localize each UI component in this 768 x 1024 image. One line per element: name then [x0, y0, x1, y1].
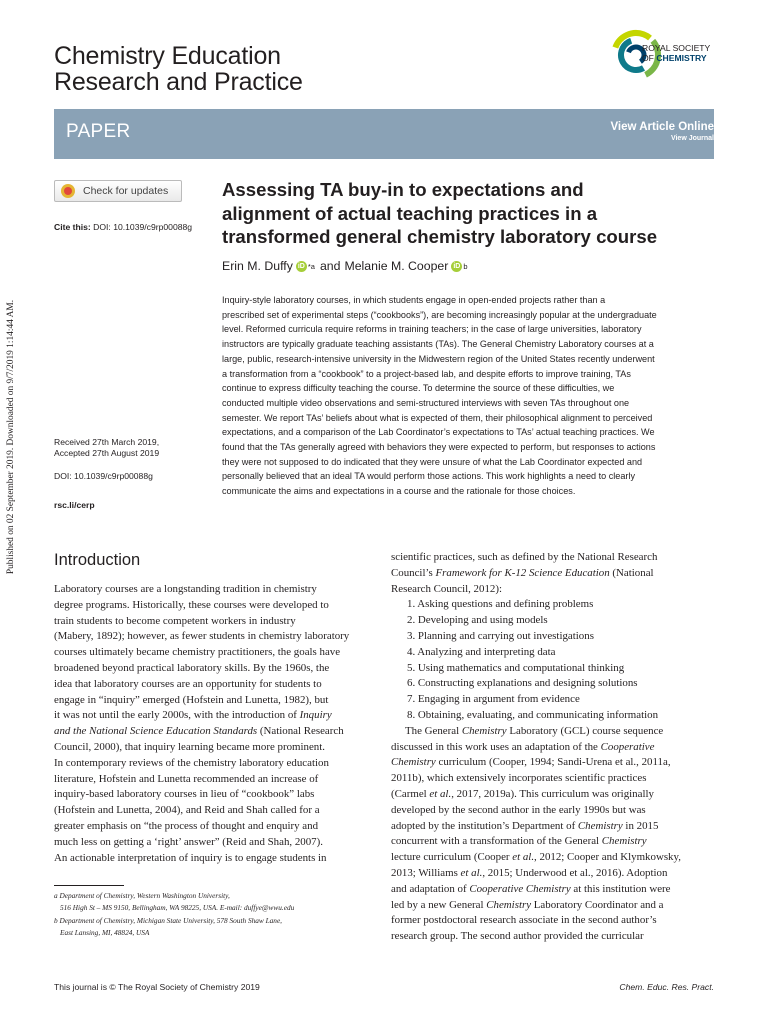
body-line: much less on getting a ‘right’ answer” (Reid and Shah, 2007). — [54, 835, 323, 848]
body-line: and the National Science Education Standards (National Research — [54, 725, 344, 738]
affiliations — [54, 890, 376, 939]
body-line: former postdoctoral research associate in the second author’s — [391, 914, 657, 927]
body-line: Council’s Framework for K-12 Science Education (National — [391, 566, 654, 579]
body-line: Research Council, 2012): — [391, 582, 502, 595]
abstract-line: communicate the aims and expectations in a course and the rationale for those choices. — [222, 486, 576, 497]
scientific-practices-list — [391, 597, 713, 723]
body-line: research group. The second author provided the curricular — [391, 930, 644, 943]
practice-item: 3. Planning and carrying out investigations — [407, 629, 594, 642]
rsc-logo-line2: OF CHEMISTRY — [642, 52, 707, 63]
body-line: (Mabery, 1892); however, as fewer students in chemistry laboratory — [54, 630, 350, 643]
article-dates — [54, 437, 159, 459]
check-for-updates-button[interactable] — [54, 180, 182, 202]
download-stamp — [3, 284, 19, 590]
rsc-logo-text — [642, 44, 710, 63]
body-line: broadened beyond practical laboratory skills. By the 1960s, the — [54, 661, 330, 674]
gcl-paragraph — [391, 724, 713, 945]
practice-item: 4. Analyzing and interpreting data — [407, 645, 556, 658]
author-duffy-affiliation: *a — [307, 261, 315, 271]
cite-this-label: Cite this: — [54, 222, 91, 232]
body-line: literature, Hofstein and Lunetta recommended an increase of — [54, 772, 319, 785]
body-line: The General Chemistry Laboratory (GCL) course sequence — [405, 724, 664, 737]
footnote-rule — [54, 885, 124, 886]
body-line: developed by the second author in the early 1990s but was — [391, 803, 646, 816]
abstract-line: continue to express difficulty teaching the course. To determine the source of these difficulties, we — [222, 383, 615, 394]
body-line: idea that laboratory courses are an opportunity for students to — [54, 677, 322, 690]
body-column-left — [54, 582, 376, 866]
body-line: Laboratory courses are a longstanding tradition in chemistry — [54, 583, 317, 595]
abstract-line: prescribed set of experimental steps (“cookbooks”), are becoming increasingly popular at the undergraduate — [222, 309, 657, 320]
body-line: (Carmel et al., 2017, 2019a). This curriculum was originally — [391, 787, 654, 800]
author-duffy[interactable]: Erin M. Duffy — [222, 259, 293, 273]
affiliation-line: 516 High St – MS 9150, Bellingham, WA 98225, USA. E-mail: duffye@wwu.edu — [60, 903, 295, 913]
author-cooper-affiliation: b — [463, 261, 468, 271]
body-line: discussed in this work uses an adaptation of the Cooperative — [391, 740, 655, 753]
author-conjunction: and — [319, 259, 341, 273]
body-line: scientific practices, such as defined by the National Research — [391, 551, 658, 563]
article-type-label: PAPER — [66, 121, 131, 142]
affiliation-line: b Department of Chemistry, Michigan State University, 578 South Shaw Lane, — [54, 915, 283, 925]
practice-item: 6. Constructing explanations and designing solutions — [407, 677, 638, 690]
body-line: An actionable interpretation of inquiry is to engage students in — [54, 851, 327, 864]
view-article-online-link[interactable]: View Article Online — [610, 121, 714, 133]
view-journal-link[interactable]: View Journal — [670, 135, 714, 142]
body-line: lecture curriculum (Cooper et al., 2012; Cooper and Klymkowsky, — [391, 851, 681, 864]
practice-item: 7. Engaging in argument from evidence — [407, 693, 580, 706]
abstract-line: Inquiry-style laboratory courses, in which students engage in open-ended projects rather than a — [222, 295, 606, 305]
abstract-line: found that the TAs generally agreed with behaviors they were expected to perform, but responses to actions — [222, 442, 656, 453]
author-cooper[interactable]: Melanie M. Cooper — [344, 259, 449, 273]
check-updates-icon — [61, 184, 75, 198]
view-online-links — [610, 121, 714, 142]
cite-doi[interactable]: DOI: 10.1039/c9rp00088g — [93, 222, 193, 232]
journal-short-link[interactable]: rsc.li/cerp — [54, 500, 95, 510]
accepted-date: Accepted 27th August 2019 — [54, 448, 160, 458]
rsc-logo-line1: ROYAL SOCIETY — [642, 43, 711, 53]
abstract-line: a transformation from a “cookbook” to a project-based lab, and despite efforts to improve training, TAs — [222, 368, 631, 379]
footer-journal-abbrev: Chem. Educ. Res. Pract. — [619, 982, 714, 992]
footer-copyright: This journal is © The Royal Society of Chemistry 2019 — [54, 982, 260, 992]
body-line: concurrent with a transformation of the General Chemistry — [391, 835, 647, 848]
body-line: engage in “inquiry” emerged (Hofstein and Lunetta, 1982), but — [54, 693, 329, 706]
body-line: greater emphasis on “the process of thought and enquiry and — [54, 819, 319, 832]
abstract-line: they were not supposed to do indicated that they were unsure of what the Lab Coordinator expected and — [222, 456, 643, 467]
abstract-line: instructors are typically graduate teaching assistants (TAs). The General Chemistry Laboratory courses at a — [222, 339, 654, 350]
journal-title-line1: Chemistry Education — [54, 42, 281, 70]
body-line: (Hofstein and Lunetta, 2004), and Reid and Shah called for a — [54, 804, 320, 817]
download-stamp-text: Published on 02 September 2019. Downloaded on 9/7/2019 1:14:44 AM. — [6, 299, 16, 575]
journal-title[interactable] — [54, 43, 303, 95]
abstract — [222, 293, 714, 499]
abstract-line: semester. We report TAs’ beliefs about what is expected of them, their philosophical alignment to perceived — [222, 412, 653, 423]
body-line: it was not until the early 2000s, with the introduction of Inquiry — [54, 709, 332, 722]
practice-item: 8. Obtaining, evaluating, and communicating information — [407, 708, 659, 721]
abstract-line: personally believed that an ideal TA would perform those actions. This work highlights a need to clearly — [222, 471, 635, 482]
body-line: degree programs. Historically, these courses were developed to — [54, 598, 329, 611]
practices-intro — [391, 550, 713, 597]
body-line: and adaptation of Cooperative Chemistry at this institution were — [391, 882, 671, 895]
orcid-icon[interactable]: iD — [453, 262, 461, 270]
article-title — [222, 178, 702, 249]
practice-item: 1. Asking questions and defining problems — [407, 598, 594, 611]
practice-item: 5. Using mathematics and computational thinking — [407, 661, 625, 674]
abstract-line: expectations, and a comparison of the Lab Coordinator’s expectations to TAs’ actual teaching practices. We — [222, 427, 655, 438]
body-line: Council, 2000), that inquiry learning became more prominent. — [54, 740, 325, 753]
check-for-updates-label: Check for updates — [83, 185, 169, 197]
body-line: 2011b), which extensively incorporates scientific practices — [391, 772, 647, 785]
article-doi[interactable]: DOI: 10.1039/c9rp00088g — [54, 471, 153, 481]
body-line: train students to become competent workers in industry — [54, 614, 296, 627]
body-line: adopted by the institution’s Department of Chemistry in 2015 — [391, 819, 659, 832]
body-line: led by a new General Chemistry Laboratory Coordinator and a — [391, 898, 664, 911]
body-line: Chemistry curriculum (Cooper, 1994; Sandi-Urena et al., 2011a, — [391, 756, 671, 769]
abstract-line: level. Reformed curricula require reforms in training teachers; in the case of large universities, laboratory — [222, 324, 642, 335]
orcid-icon[interactable]: iD — [297, 262, 305, 270]
abstract-line: conducted multiple video observations and semi-structured interviews with seven TAs throughout one — [222, 397, 630, 408]
body-line: courses ultimately became chemistry practitioners, the goals have — [54, 646, 341, 659]
title-line: Assessing TA buy-in to expectations and — [222, 179, 584, 200]
affiliation-line: a Department of Chemistry, Western Washington University, — [54, 891, 230, 900]
body-line: In contemporary reviews of the chemistry laboratory education — [54, 756, 329, 769]
received-date: Received 27th March 2019, — [54, 437, 160, 447]
cite-this — [54, 222, 192, 232]
journal-title-line2: Research and Practice — [54, 68, 303, 96]
affiliation-line: East Lansing, MI, 48824, USA — [60, 927, 150, 937]
body-line: 2013; Williams et al., 2015; Underwood et al., 2016). Adoption — [391, 866, 668, 879]
title-line: alignment of actual teaching practices in a — [222, 202, 598, 224]
title-line: transformed general chemistry laboratory course — [222, 226, 658, 247]
section-heading-introduction: Introduction — [54, 551, 141, 569]
author-list — [222, 259, 472, 273]
body-line: inquiry-based laboratory courses in lieu of “cookbook” labs — [54, 788, 315, 801]
body-column-right — [391, 550, 713, 945]
practice-item: 2. Developing and using models — [407, 614, 548, 627]
abstract-line: large, public, research-intensive university in the Midwestern region of the United States recently underwent — [222, 353, 655, 364]
